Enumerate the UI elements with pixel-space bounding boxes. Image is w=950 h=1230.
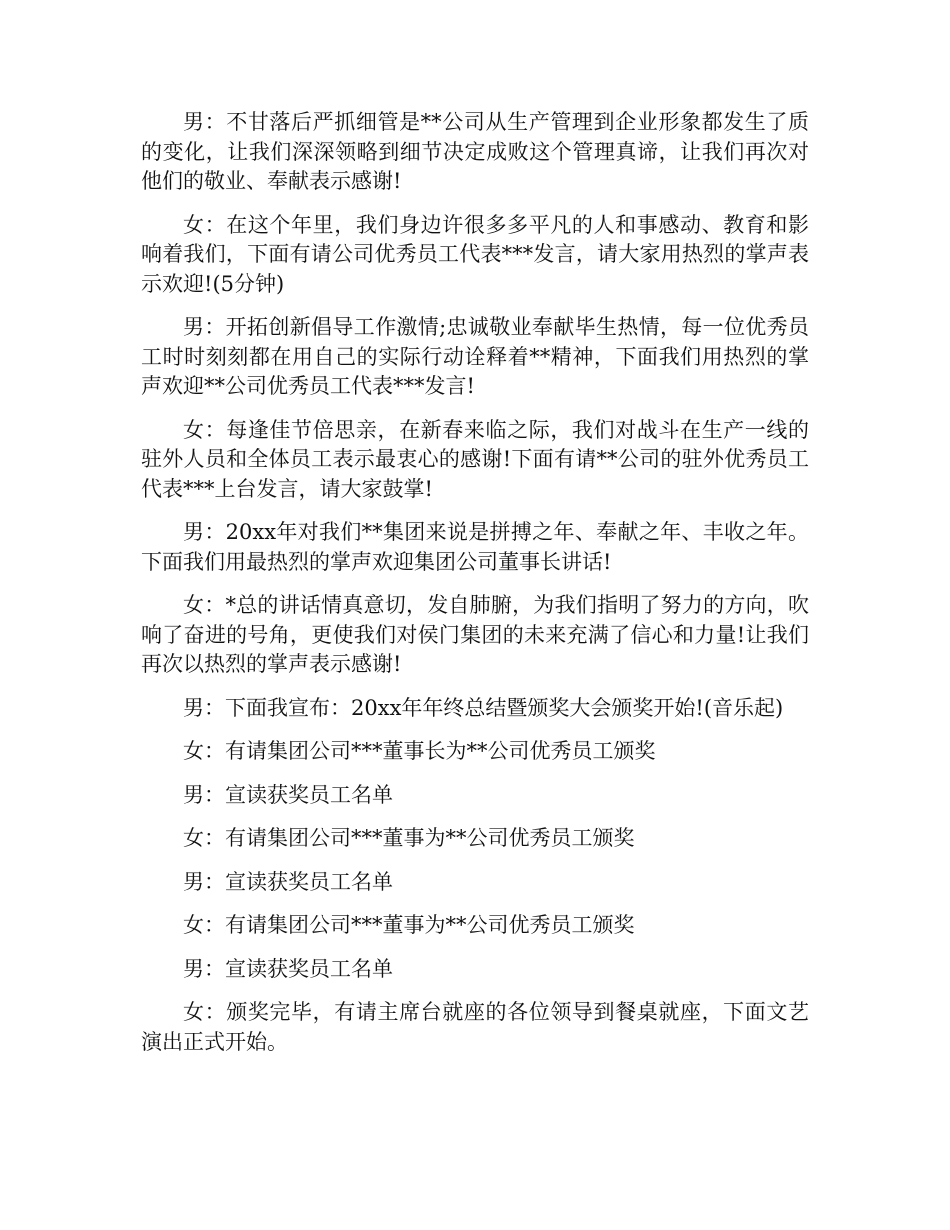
document-body: [141, 108, 809, 1071]
paragraph-female-1: 女：在这个年里，我们身边许很多多平凡的人和事感动、教育和影响着我们，下面有请公司优秀员工代表***发言，请大家用热烈的掌声表示欢迎!(5分钟): [141, 212, 809, 296]
paragraph-male-7: 男：宣读获奖员工名单: [183, 956, 393, 981]
paragraph-female-4: 女：有请集团公司***董事长为**公司优秀员工颁奖: [183, 739, 656, 763]
paragraph-male-5: 男：宣读获奖员工名单: [183, 782, 393, 807]
paragraph-female-7: 女：颁奖完毕，有请主席台就座的各位领导到餐桌就座，下面文艺演出正式开始。: [141, 1000, 809, 1054]
paragraph-female-2: 女：每逢佳节倍思亲，在新春来临之际，我们对战斗在生产一线的驻外人员和全体员工表示最衷心的感谢!下面有请**公司的驻外优秀员工代表***上台发言，请大家鼓掌!: [141, 417, 809, 501]
paragraph-male-1: 男：不甘落后严抓细管是**公司从生产管理到企业形象都发生了质的变化，让我们深深领略到细节决定成败这个管理真谛，让我们再次对他们的敬业、奉献表示感谢!: [141, 110, 809, 193]
paragraph-female-3: 女：*总的讲话情真意切，发自肺腑，为我们指明了努力的方向，吹响了奋进的号角，更使我们对侯门集团的未来充满了信心和力量!让我们再次以热烈的掌声表示感谢!: [141, 593, 809, 676]
paragraph-male-2: 男：开拓创新倡导工作激情;忠诚敬业奉献毕生热情，每一位优秀员工时时刻刻都在用自己的实际行动诠释着**精神，下面我们用热烈的掌声欢迎**公司优秀员工代表***发言!: [141, 315, 809, 398]
paragraph-female-6: 女：有请集团公司***董事为**公司优秀员工颁奖: [183, 913, 635, 937]
paragraph-male-4: 男：下面我宣布：20xx年年终总结暨颁奖大会颁奖开始!(音乐起): [183, 695, 784, 720]
paragraph-male-6: 男：宣读获奖员工名单: [183, 869, 393, 894]
paragraph-male-3: 男：20xx年对我们**集团来说是拼搏之年、奉献之年、丰收之年。下面我们用最热烈的掌声欢迎集团公司董事长讲话!: [141, 520, 809, 574]
paragraph-female-5: 女：有请集团公司***董事为**公司优秀员工颁奖: [183, 826, 635, 850]
